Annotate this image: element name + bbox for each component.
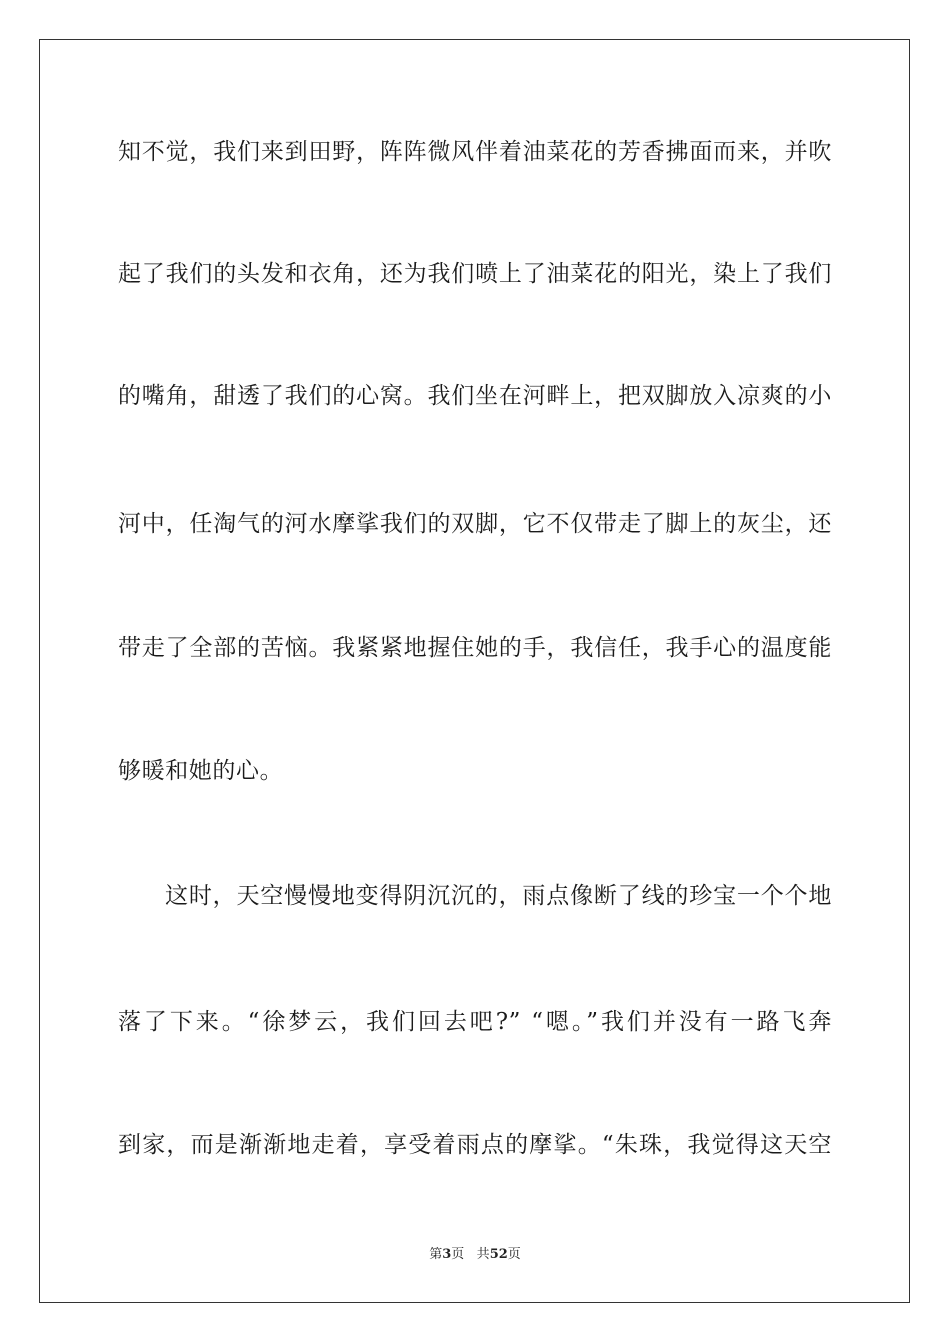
paragraph-line: 河中，任淘气的河水摩挲我们的双脚，它不仅带走了脚上的灰尘，还 [118, 511, 832, 537]
paragraph-line: 这时，天空慢慢地变得阴沉沉的，雨点像断了线的珍宝一个个地 [165, 883, 832, 909]
paragraph-line: 起了我们的头发和衣角，还为我们喷上了油菜花的阳光，染上了我们 [118, 261, 832, 287]
paragraph-line: 带走了全部的苦恼。我紧紧地握住她的手，我信任，我手心的温度能 [118, 635, 832, 661]
page-footer [0, 1246, 950, 1264]
page-number: 3 [442, 1247, 452, 1262]
paragraph-line: 的嘴角，甜透了我们的心窝。我们坐在河畔上，把双脚放入凉爽的小 [118, 383, 832, 409]
paragraph-line: 知不觉，我们来到田野，阵阵微风伴着油菜花的芳香拂面而来，并吹 [118, 139, 832, 165]
total-suffix: 页 [507, 1247, 521, 1262]
total-pages: 52 [489, 1247, 508, 1262]
page-border [39, 39, 910, 1303]
total-prefix: 共 [476, 1247, 490, 1262]
paragraph-line: 落了下来。“徐梦云，我们回去吧?” “嗯。”我们并没有一路飞奔 [118, 1009, 832, 1035]
paragraph-line: 够暖和她的心。 [118, 758, 284, 784]
paragraph-line: 到家，而是渐渐地走着，享受着雨点的摩挲。“朱珠，我觉得这天空 [118, 1132, 832, 1158]
page-prefix: 第 [429, 1247, 443, 1262]
page-suffix: 页 [451, 1247, 465, 1262]
